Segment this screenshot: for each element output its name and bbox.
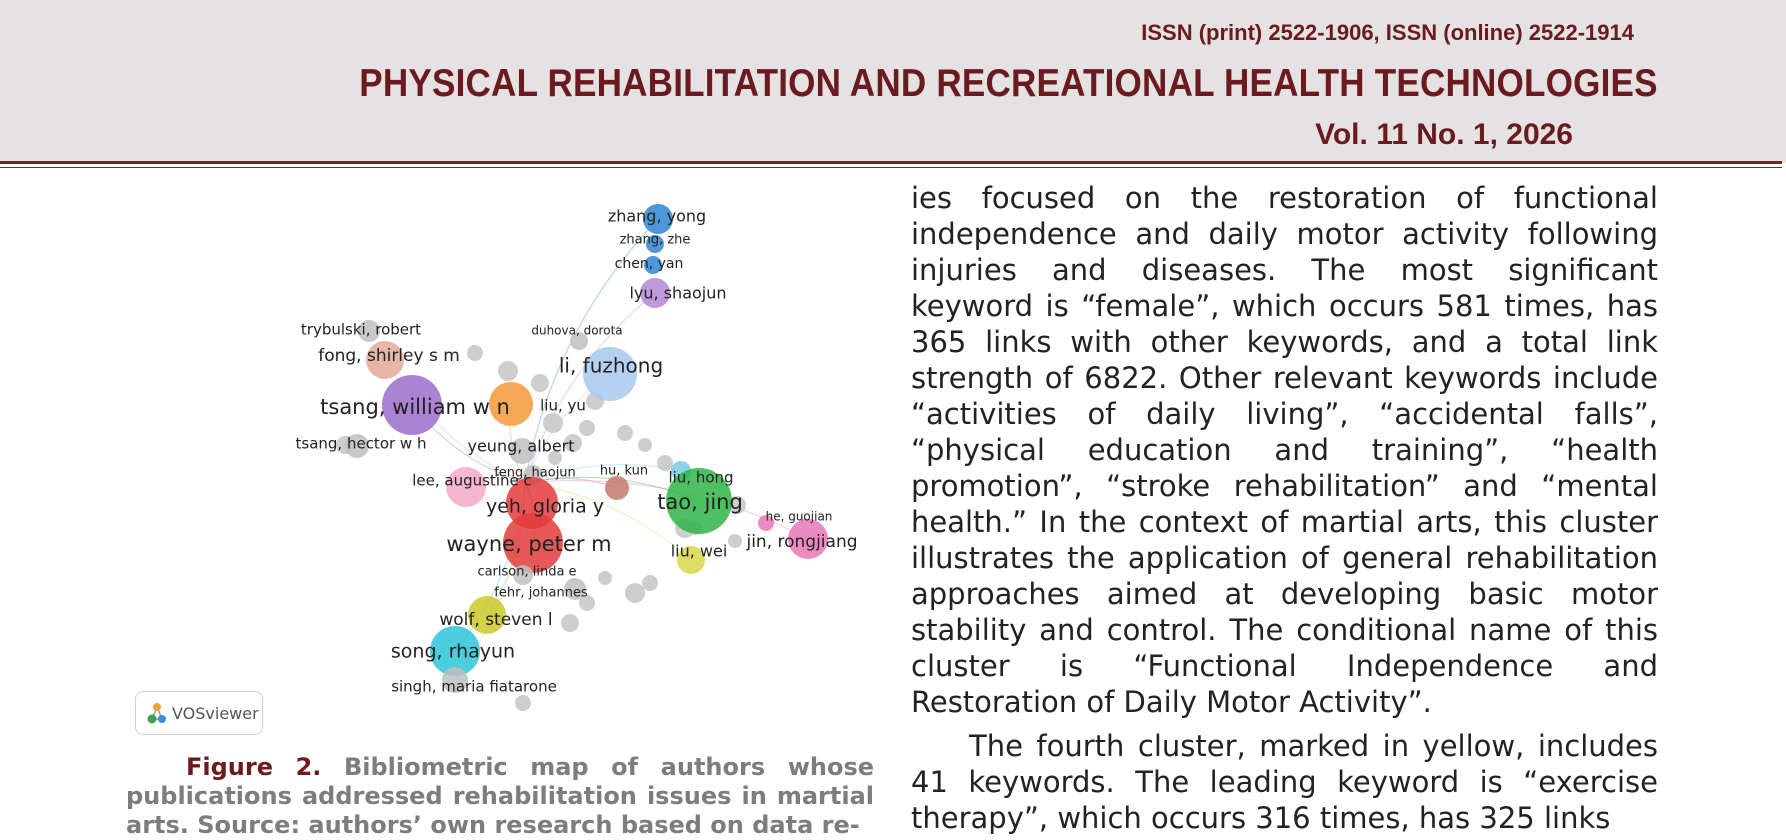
network-node-label: lee, augustine c bbox=[412, 471, 532, 490]
network-node-label: liu, wei bbox=[670, 541, 728, 561]
network-node-label: wayne, peter m bbox=[446, 532, 612, 556]
network-node-label: lyu, shaojun bbox=[629, 283, 727, 303]
network-node-label: fehr, johannes bbox=[494, 585, 588, 601]
network-node-label: liu, hong bbox=[668, 468, 734, 487]
network-node-label: liu, yu bbox=[540, 396, 586, 415]
network-node-minor bbox=[625, 583, 645, 603]
network-node-label: yeung, albert bbox=[467, 436, 575, 456]
figure-label: Figure 2. bbox=[186, 753, 322, 781]
vosviewer-label: VOSviewer bbox=[172, 703, 259, 723]
network-node-label: zhang, zhe bbox=[619, 232, 691, 248]
network-node-minor bbox=[515, 695, 531, 711]
network-node-minor bbox=[598, 571, 612, 585]
figure-caption-text: Bibliometric map of authors whose publications addressed rehabilitation issues in martial arts. Source: authors’ own research based on data re- bbox=[126, 753, 875, 839]
network-node-minor bbox=[498, 361, 518, 381]
network-node bbox=[605, 476, 629, 500]
network-node-label: trybulski, robert bbox=[300, 320, 422, 339]
figure-caption bbox=[126, 753, 874, 840]
network-node-label: singh, maria fiatarone bbox=[391, 677, 557, 696]
network-node-label: feng, haojun bbox=[494, 465, 576, 481]
network-node-minor bbox=[543, 413, 563, 433]
network-node-minor bbox=[561, 614, 579, 632]
vosviewer-badge bbox=[135, 691, 263, 735]
network-node-label: hu, kun bbox=[599, 463, 649, 479]
network-node-minor bbox=[617, 425, 633, 441]
author-network-map bbox=[125, 183, 885, 743]
network-node-label: wolf, steven l bbox=[439, 610, 553, 630]
network-node-minor bbox=[642, 575, 658, 591]
network-node-minor bbox=[728, 534, 742, 548]
network-node-label: chen, yan bbox=[614, 256, 684, 272]
network-node-label: song, rhayun bbox=[390, 640, 516, 663]
body-paragraph-2: The fourth cluster, marked in yellow, includes 41 keywords. The leading keyword is “exercise therapy”, which occurs 316 times, has 325 links bbox=[911, 729, 1658, 835]
body-column-right bbox=[911, 180, 1658, 836]
network-node-label: fong, shirley s m bbox=[318, 346, 460, 366]
network-node-label: li, fuzhong bbox=[558, 353, 664, 378]
header-rule-thin bbox=[0, 167, 1782, 168]
vosviewer-logo-icon bbox=[146, 701, 168, 725]
network-node-label: duhova, dorota bbox=[531, 323, 623, 338]
network-node-label: he, guojian bbox=[765, 509, 833, 524]
network-node-label: carlson, linda e bbox=[477, 564, 577, 580]
network-node-minor bbox=[579, 420, 595, 436]
network-node-minor bbox=[467, 345, 483, 361]
header-rule-thick bbox=[0, 161, 1782, 164]
network-node-label: jin, rongjiang bbox=[746, 532, 858, 552]
network-node-minor bbox=[531, 374, 549, 392]
volume-issue: Vol. 11 No. 1, 2026 bbox=[1315, 118, 1573, 151]
issn-line: ISSN (print) 2522-1906, ISSN (online) 2522-1914 bbox=[1141, 20, 1634, 45]
network-node-label: tao, jing bbox=[657, 490, 743, 514]
body-paragraph-1: ies focused on the restoration of functional independence and daily motor activity following injuries and diseases. The most significant keyword is “female”, which occurs 581 times, has 365 links with other keywords, and a total link strength of 6822. Other relevant keywords include “activities of daily living”, “accidental falls”, “physical education and training”, “health promotion”, “stroke rehabilitation” and “mental health.” In the context of martial arts, this cluster illustrates the application of general rehabilitation approaches aimed at developing basic motor stability and control. The conditional name of this cluster is “Functional Independence and Restoration of Daily Motor Activity”. bbox=[911, 181, 1658, 719]
journal-header bbox=[0, 0, 1786, 163]
network-node-label: tsang, hector w h bbox=[295, 434, 427, 453]
journal-title: PHYSICAL REHABILITATION AND RECREATIONAL HEALTH TECHNOLOGIES bbox=[359, 62, 1658, 105]
network-node-label: yeh, gloria y bbox=[485, 495, 605, 518]
network-node-minor bbox=[638, 438, 652, 452]
network-node-label: zhang, yong bbox=[607, 206, 707, 226]
network-node-label: tsang, william w n bbox=[320, 395, 510, 419]
